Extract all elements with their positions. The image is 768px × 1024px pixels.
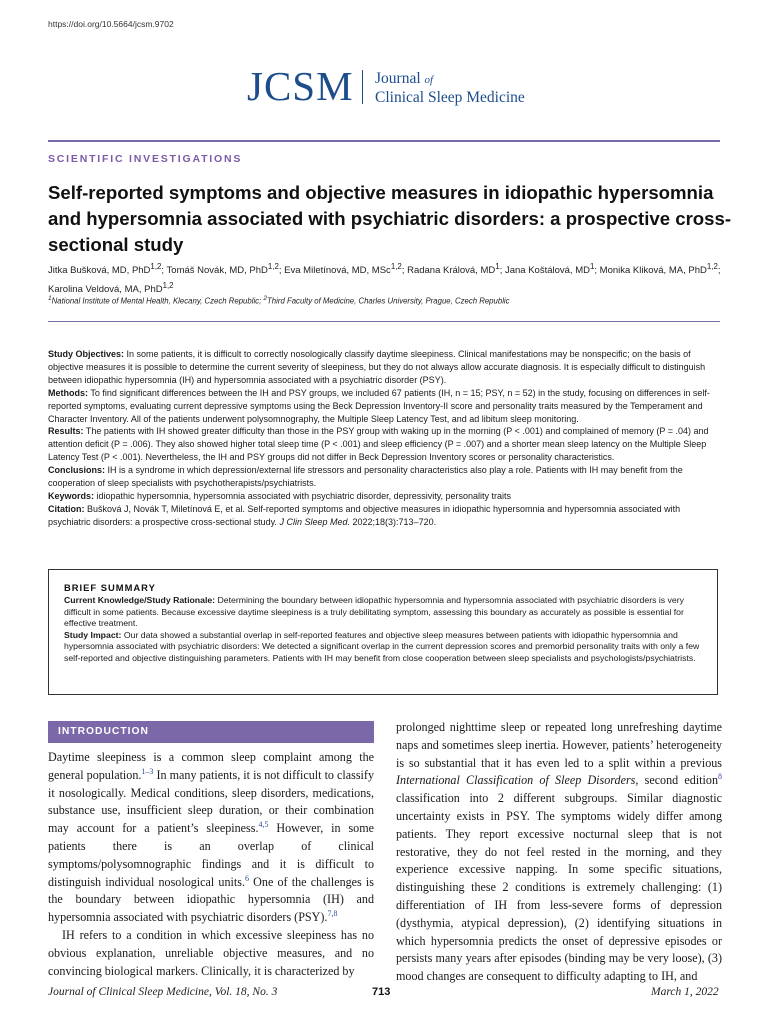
author-affil-sup: 1,2 [150, 262, 162, 271]
journal-logo-name [375, 70, 525, 107]
abstract-rule [48, 321, 720, 322]
abstract-text: In some patients, it is difficult to correctly nosologically classify daytime sleepiness. Clinical manifestations may be nonspecific; on the basis of objective measures it is possible to determine the current severity of sleepiness, but they do not always allow accurate diagnosis. It is especially difficult to distinguish between idiopathic hypersomnia (IH) and hypersomnia associated with a psychiatric disorder (PSY). [48, 349, 706, 385]
intro-paragraph-3 [396, 719, 722, 986]
body-text: However, in some patients there is an overlap of clinical symptoms/polysomnographic findings and it is difficult to distinguish individual nosological units. [48, 821, 374, 889]
author: ; Karolina Veldová, MA, PhD [48, 265, 721, 296]
abstract [48, 348, 722, 529]
summary-label: Current Knowledge/Study Rationale: [64, 595, 216, 605]
affiliations [48, 295, 728, 306]
author: ; Eva Miletínová, MD, MSc [278, 265, 391, 277]
abstract-label: Study Objectives: [48, 349, 125, 359]
body-text: second edition [638, 773, 718, 788]
journal-logo-abbrev: JCSM [247, 63, 354, 109]
author-affil-sup: 1,2 [706, 262, 718, 271]
header-rule [48, 140, 720, 142]
reference-link[interactable]: 4,5 [258, 820, 269, 830]
abstract-text: Bušková J, Novák T, Miletínová E, et al. Self-reported symptoms and objective measures in idiopathic hypersomnia and hypersomnia associated with psychiatric disorders: a prospective cross-sectional study. [48, 503, 681, 527]
body-text: classification into 2 different subgroups. Similar diagnostic uncertainty exists in PSY. The symptoms widely differ among patients. They report excessive nocturnal sleep that is not restorative, they do not feel rested in the morning, and they experience excessive napping. In some specific situations, distinguishing these 2 conditions is extremely challenging: (1) differentiation of IH from less-severe forms of depression (dysthymia, atypical depression), (2) identifying situations in which hypersomnia predicts the onset of depressive episodes or persists many years after episodes (binding may be very loose), (3) mood changes are consequent to difficulty adapting to IH, and [396, 791, 722, 984]
affiliation: Third Faculty of Medicine, Charles University, Prague, Czech Republic [267, 296, 510, 306]
author-affil-sup: 1,2 [390, 262, 402, 271]
body-column-left [48, 749, 374, 980]
author-affil-sup: 1,2 [162, 281, 174, 291]
abstract-conclusions [48, 464, 722, 490]
author: ; Jana Koštálová, MD [499, 265, 590, 277]
body-text-italic: International Classification of Sleep Disorders, [396, 773, 639, 788]
abstract-keywords [48, 490, 722, 503]
footer-journal: Journal of Clinical Sleep Medicine, Vol. 18, No. 3 [48, 986, 278, 998]
body-text: One of the challenges is the boundary between idiopathic hypersomnia (IH) and hypersomnia associated with psychiatric disorders (PSY). [48, 874, 374, 925]
logo-word-of: of [424, 74, 434, 86]
author: ; Tomáš Novák, MD, PhD [161, 265, 268, 277]
footer-page-number: 713 [372, 986, 391, 998]
author: ; Monika Kliková, MA, PhD [594, 265, 707, 277]
abstract-label: Methods: [48, 387, 88, 398]
affil-sup: 1 [48, 295, 52, 302]
introduction-heading: INTRODUCTION [48, 721, 374, 743]
abstract-label: Keywords: [48, 490, 95, 501]
abstract-text: IH is a syndrome in which depression/external life stressors and personality characteristics also play a role. Patients with IH may benefit from the cooperation of sleep specialists with psychotherapists/psychiatrists. [48, 465, 683, 489]
intro-paragraph-1 [48, 749, 374, 927]
abstract-citation [48, 503, 722, 529]
summary-text: Determining the boundary between idiopathic hypersomnia and hypersomnia associated with psychiatric disorders is very difficult in some patients. Because excessive daytime sleepiness is a truly debilitating symptom, assessing this boundary as accurately as possible is essential for effective treatment. [64, 595, 684, 629]
body-text: prolonged nighttime sleep or repeated long unrefreshing daytime naps and sometimes sleep inertia. However, patients’ heterogeneity is so substantial that it has even led to a split within a previous [396, 720, 722, 770]
author-affil-sup: 1,2 [267, 262, 279, 271]
affil-sup: 2 [263, 295, 268, 302]
reference-link[interactable]: 8 [718, 772, 722, 782]
body-text: In many patients, it is not difficult to classify it nosologically. Medical conditions, sleep disorders, medications, substance use, insufficient sleep duration, or their combination may account for a patient’s sleepiness. [48, 767, 374, 836]
abstract-text: idiopathic hypersomnia, hypersomnia associated with psychiatric disorder, depressivity, personality traits [96, 490, 512, 501]
logo-line-2: Clinical Sleep Medicine [375, 89, 525, 106]
abstract-label: Results: [48, 426, 84, 437]
summary-text: Our data showed a substantial overlap in self-reported features and objective sleep measures between patients with idiopathic hypersomnia and hypersomnia associated with psychiatric disorders: We detected a significant overlap in the current depression scores and premorbid personality traits with only a few self-reported and objective distinguishing parameters. Patients with IH may benefit from close cooperation between sleep specialists and psychologists/psychiatrists. [64, 629, 700, 663]
brief-summary-heading: BRIEF SUMMARY [64, 582, 156, 593]
section-label: SCIENTIFIC INVESTIGATIONS [48, 153, 243, 165]
abstract-label: Citation: [48, 503, 85, 514]
reference-link[interactable]: 1–3 [141, 766, 154, 776]
author-affil-sup: 1 [589, 262, 595, 271]
author-affil-sup: 1 [495, 262, 500, 271]
abstract-results [48, 425, 722, 464]
footer-date: March 1, 2022 [651, 986, 719, 998]
logo-word-journal: Journal [375, 70, 421, 87]
abstract-text: To find significant differences between the IH and PSY groups, we included 67 patients (IH, n = 15; PSY, n = 52) in the study, focusing on differences in self-reported symptoms, evaluating current depressive symptoms using the Beck Depression Inventory-II score and personality traits measured by the Temperament and Character Inventory. All of the patients underwent polysomnography, the Multiple Sleep Latency Test, and ad libitum sleep monitoring. [48, 387, 710, 424]
affiliation: National Institute of Mental Health, Klecany, Czech Republic; [51, 296, 264, 306]
body-text: Daytime sleepiness is a common sleep complaint among the general population. [48, 750, 374, 782]
abstract-label: Conclusions: [48, 465, 106, 476]
doi-link[interactable]: https://doi.org/10.5664/jcsm.9702 [48, 19, 174, 29]
abstract-text: 2022;18(3):713–720. [352, 516, 437, 527]
abstract-objectives [48, 348, 722, 387]
abstract-methods [48, 387, 722, 426]
reference-link[interactable]: 7,8 [327, 909, 338, 919]
summary-label: Study Impact: [64, 629, 122, 640]
author: ; Radana Králová, MD [401, 265, 496, 277]
author-list [48, 259, 728, 297]
citation-journal: J Clin Sleep Med. [279, 516, 350, 527]
body-column-right [396, 719, 722, 986]
brief-summary-box [48, 569, 718, 695]
intro-paragraph-2: IH refers to a condition in which excessive sleepiness has no obvious explanation, unreliable objective measures, and no convincing biological markers. Clinically, it is characterized by [48, 927, 374, 978]
article-title: Self-reported symptoms and objective measures in idiopathic hypersomnia and hypersomnia associated with psychiatric disorders: a prospective cross-sectional study [48, 182, 732, 255]
brief-summary-impact [64, 630, 702, 665]
logo-divider [362, 70, 363, 104]
brief-summary-knowledge [64, 595, 702, 630]
reference-link[interactable]: 6 [244, 873, 249, 883]
author: Jitka Bušková, MD, PhD [48, 265, 151, 277]
abstract-text: The patients with IH showed greater difficulty than those in the PSY group with waking up in the morning (P < .001) and complained of memory (P = .04) and attention deficit (P = .006). They also showed higher total sleep time (P < .001) and sleep efficiency (P = .007) and a shorter mean sleep latency on the Multiple Sleep Latency Test (P < .001). Nevertheless, the IH and PSY groups did not differ in Beck Depression Inventory scores or personality characteristics. [48, 426, 709, 463]
